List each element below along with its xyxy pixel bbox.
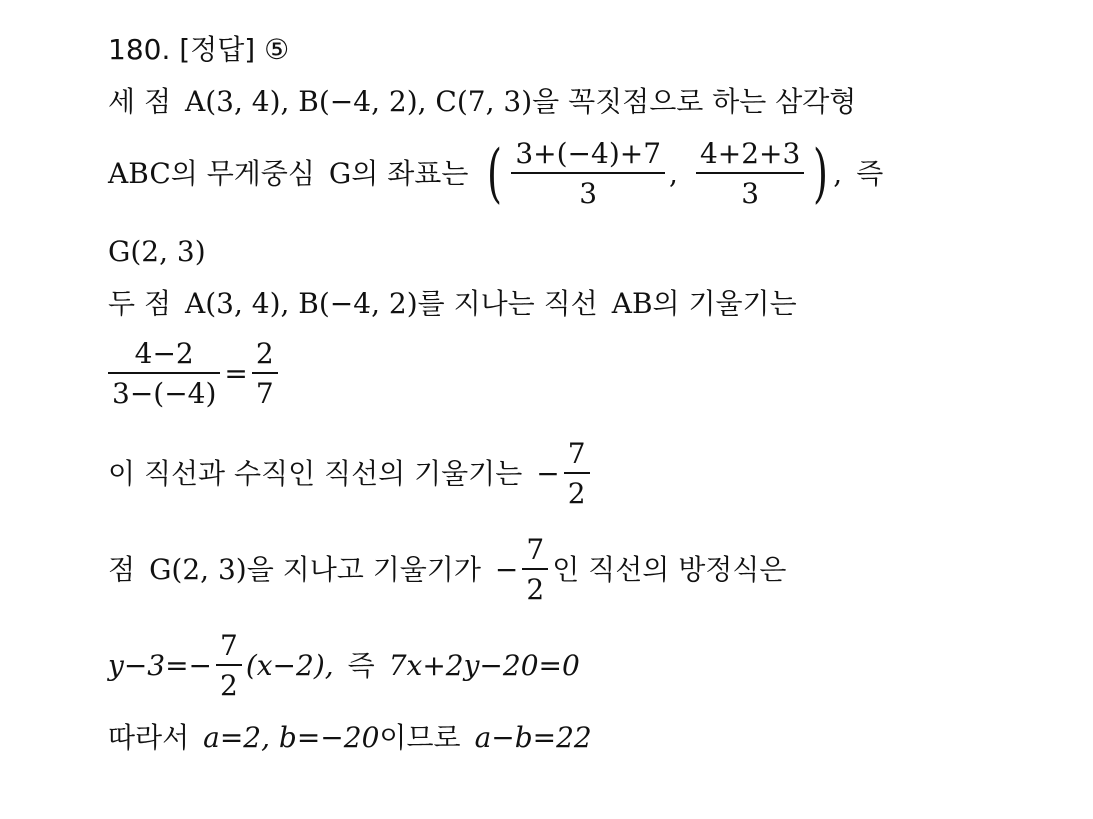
text: 이므로 <box>379 721 461 754</box>
comma: , <box>669 157 678 190</box>
text: 따라서 <box>108 721 190 754</box>
math-point-g: G(2, 3) <box>108 235 206 268</box>
numerator: 7 <box>567 437 586 470</box>
denominator: 3 <box>579 177 598 210</box>
fraction-slope <box>522 533 548 606</box>
fraction-slope <box>108 337 220 410</box>
comma: , <box>833 157 843 190</box>
math-equation: 7x+2y−20=0 <box>388 649 580 682</box>
solution-line-8 <box>108 629 580 702</box>
denominator: 2 <box>526 573 545 606</box>
math-point-g: G(2, 3) <box>149 553 247 586</box>
math-answer: a−b=22 <box>474 721 592 754</box>
math-points: A(3, 4), B(−4, 2) <box>185 287 418 320</box>
fraction-result <box>252 337 278 410</box>
text: 을 꼭짓점으로 하는 삼각형 <box>532 85 857 118</box>
math-lhs: y−3=− <box>108 649 213 682</box>
numerator: 7 <box>220 629 238 662</box>
text: 의 좌표는 <box>351 157 469 190</box>
minus-sign: − <box>494 553 519 586</box>
numerator: 7 <box>526 533 545 566</box>
text: 이 직선과 수직인 직선의 기울기는 <box>108 457 523 490</box>
numerator: 3+(−4)+7 <box>515 137 662 170</box>
text: 를 지나는 직선 <box>417 287 598 320</box>
text: 의 기울기는 <box>652 287 797 320</box>
denominator: 7 <box>255 377 274 410</box>
equals: = <box>224 357 248 390</box>
right-paren: ) <box>813 137 829 211</box>
numerator: 4+2+3 <box>699 137 801 170</box>
minus-sign: − <box>536 457 560 490</box>
denominator: 3 <box>741 177 760 210</box>
fraction-slope <box>216 629 242 702</box>
text: 두 점 <box>108 287 171 320</box>
problem-header <box>108 33 290 66</box>
solution-line-4 <box>108 287 797 320</box>
text: 즉 <box>856 157 884 190</box>
text: 을 지나고 기울기가 <box>246 553 481 586</box>
math-values: a=2, b=−20 <box>203 721 380 754</box>
math-point-g: G <box>328 157 352 190</box>
fraction-y-coord <box>696 137 804 210</box>
text: 의 무게중심 <box>170 157 315 190</box>
solution-line-5 <box>108 337 282 410</box>
math-points: A(3, 4), B(−4, 2), C(7, 3) <box>185 85 533 118</box>
text: 인 직선의 방정식은 <box>552 553 787 586</box>
denominator: 3−(−4) <box>112 377 217 410</box>
denominator: 2 <box>220 669 238 702</box>
fraction-perp-slope <box>564 437 590 510</box>
problem-number-answer: 180. [정답] ⑤ <box>108 33 290 66</box>
text: 세 점 <box>108 85 171 118</box>
solution-line-9 <box>108 721 592 754</box>
denominator: 2 <box>567 477 586 510</box>
math-triangle: ABC <box>108 157 171 190</box>
solution-line-7 <box>108 533 787 606</box>
solution-line-6 <box>108 437 594 510</box>
numerator: 4−2 <box>134 337 194 370</box>
text: 즉 <box>347 649 375 682</box>
solution-line-3 <box>108 235 206 268</box>
solution-line-1 <box>108 85 857 118</box>
text: 점 <box>108 553 136 586</box>
left-paren: ( <box>487 137 503 211</box>
fraction-x-coord <box>511 137 665 210</box>
math-line-ab: AB <box>611 287 653 320</box>
numerator: 2 <box>255 337 274 370</box>
solution-line-2 <box>108 137 884 211</box>
math-rhs: (x−2), <box>245 649 334 682</box>
